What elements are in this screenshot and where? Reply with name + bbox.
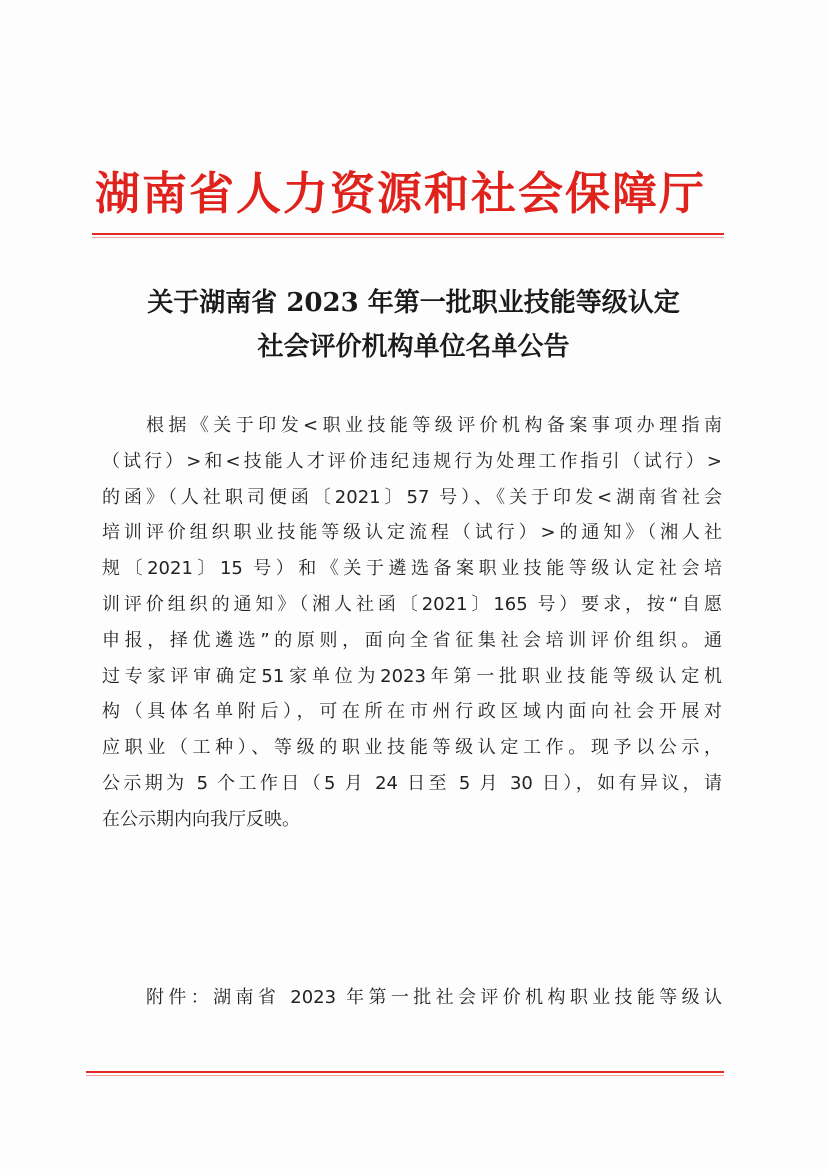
body-line: （试行）>和<技能人才评价违纪违规行为处理工作指引（试行）> <box>102 450 722 472</box>
body-paragraph <box>102 408 722 838</box>
document-title-line-1: 关于湖南省 2023 年第一批职业技能等级认定 <box>147 288 680 318</box>
body-line: 训评价组织的通知》（湘人社函〔2021〕165 号）要求，按“自愿 <box>102 593 722 615</box>
body-line: 的函》（人社职司便函〔2021〕57 号）、《关于印发<湖南省社会 <box>102 486 722 508</box>
body-line: 培训评价组织职业技能等级认定流程（试行）>的通知》（湘人社 <box>102 522 722 544</box>
body-line: 在公示期内向我厅反映。 <box>102 808 300 830</box>
attachment-note: 附件：湖南省 2023 年第一批社会评价机构职业技能等级认 <box>146 987 722 1008</box>
body-line: 过专家评审确定51家单位为2023年第一批职业技能等级认定机 <box>102 665 722 687</box>
body-line: 规〔2021〕15 号）和《关于遴选备案职业技能等级认定社会培 <box>102 558 722 580</box>
body-line: 构（具体名单附后），可在所在市州行政区域内面向社会开展对 <box>102 701 722 723</box>
document-title-line-2: 社会评价机构单位名单公告 <box>257 332 570 362</box>
body-line: 应职业（工种）、等级的职业技能等级认定工作。现予以公示， <box>102 737 722 759</box>
footer-red-rule-thin <box>86 1075 724 1076</box>
body-line: 根据《关于印发<职业技能等级评价机构备案事项办理指南 <box>146 415 722 436</box>
letterhead-red-rule-thin <box>92 237 724 238</box>
footer-red-rule <box>86 1071 724 1073</box>
agency-letterhead: 湖南省人力资源和社会保障厅 <box>95 167 707 220</box>
letterhead-red-rule <box>92 233 724 235</box>
body-line: 申报，择优遴选”的原则，面向全省征集社会培训评价组织。通 <box>102 629 722 651</box>
body-line: 公示期为 5 个工作日（5 月 24 日至 5 月 30 日），如有异议，请 <box>102 772 722 794</box>
